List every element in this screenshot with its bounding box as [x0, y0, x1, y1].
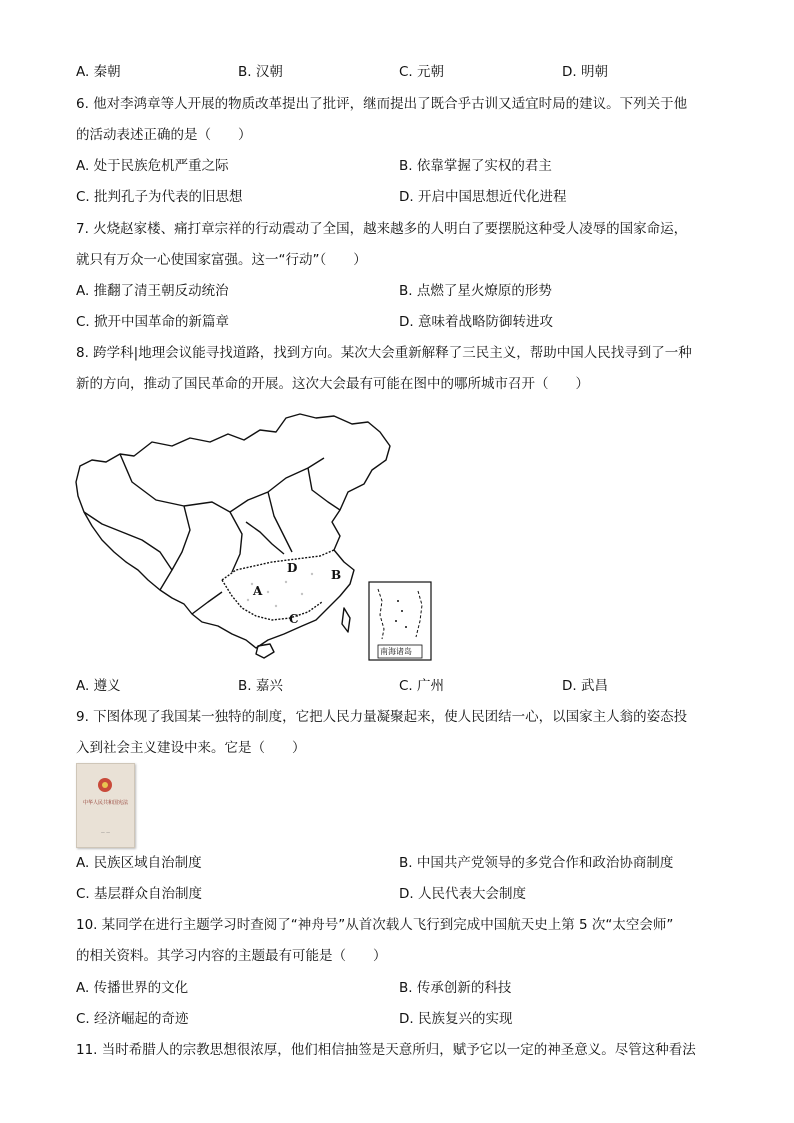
q5-option-a: A. 秦朝: [76, 64, 121, 80]
q10-stem-line2: 的相关资料。其学习内容的主题最有可能是（ ）: [76, 948, 387, 964]
q7-stem-line1: 7. 火烧赵家楼、痛打章宗祥的行动震动了全国，越来越多的人明白了要摆脱这种受人凌辱的国家命运，: [76, 221, 688, 237]
q8-option-b: B. 嘉兴: [238, 678, 283, 694]
q6-option-d: D. 开启中国思想近代化进程: [399, 189, 567, 205]
q10-option-a: A. 传播世界的文化: [76, 980, 189, 996]
q10-option-c: C. 经济崛起的奇迹: [76, 1011, 189, 1027]
map-label-a: A: [253, 584, 263, 598]
map-label-c: C: [289, 612, 299, 626]
q7-option-d: D. 意味着战略防御转进攻: [399, 314, 553, 330]
q6-option-a: A. 处于民族危机严重之际: [76, 158, 229, 174]
map-label-b: B: [331, 568, 342, 582]
q8-stem-line2: 新的方向，推动了国民革命的开展。这次大会最有可能在图中的哪所城市召开（ ）: [76, 376, 589, 392]
q8-option-d: D. 武昌: [562, 678, 608, 694]
q5-option-c: C. 元朝: [399, 64, 445, 80]
q8-stem-line1: 8. 跨学科|地理会议能寻找道路，找到方向。某次大会重新解释了三民主义，帮助中国人民找寻到了一种: [76, 345, 692, 361]
q6-option-c: C. 批判孔子为代表的旧思想: [76, 189, 243, 205]
map-label-d: D: [287, 561, 298, 575]
q9-stem-line2: 入到社会主义建设中来。它是（ ）: [76, 740, 306, 756]
q7-option-b: B. 点燃了星火燎原的形势: [399, 283, 552, 299]
q9-option-b: B. 中国共产党领导的多党合作和政治协商制度: [399, 855, 674, 871]
q6-option-b: B. 依靠掌握了实权的君主: [399, 158, 552, 174]
q7-option-c: C. 掀开中国革命的新篇章: [76, 314, 230, 330]
q10-stem-line1: 10. 某同学在进行主题学习时查阅了“神舟号”从首次载人飞行到完成中国航天史上第 5 次“太空会师”: [76, 917, 674, 933]
q8-option-a: A. 遵义: [76, 678, 121, 694]
q9-stem-line1: 9. 下图体现了我国某一独特的制度，它把人民力量凝聚起来，使人民团结一心，以国家主人翁的姿态投: [76, 709, 688, 725]
q5-option-d: D. 明朝: [562, 64, 608, 80]
q8-option-c: C. 广州: [399, 678, 445, 694]
q9-option-c: C. 基层群众自治制度: [76, 886, 203, 902]
q7-option-a: A. 推翻了清王朝反动统治: [76, 283, 229, 299]
q6-stem-line1: 6. 他对李鸿章等人开展的物质改革提出了批评，继而提出了既合乎古训又适宜时局的建议。下列关于他: [76, 96, 688, 112]
q7-stem-line2: 就只有万众一心使国家富强。这一“行动”（ ）: [76, 252, 367, 268]
book-title: 中华人民共和国宪法: [82, 800, 128, 806]
q10-option-b: B. 传承创新的科技: [399, 980, 512, 996]
q9-option-d: D. 人民代表大会制度: [399, 886, 526, 902]
q6-stem-line2: 的活动表述正确的是（ ）: [76, 127, 252, 143]
q10-option-d: D. 民族复兴的实现: [399, 1011, 513, 1027]
inset-label: 南海诸岛: [380, 647, 412, 656]
q9-option-a: A. 民族区域自治制度: [76, 855, 202, 871]
national-emblem-icon: [98, 778, 112, 792]
q5-option-b: B. 汉朝: [238, 64, 283, 80]
constitution-book-image: [76, 763, 135, 848]
book-footer: — —: [100, 830, 111, 835]
q11-stem-line1: 11. 当时希腊人的宗教思想很浓厚，他们相信抽签是天意所归，赋予它以一定的神圣意义。尽管这种看法: [76, 1042, 696, 1058]
